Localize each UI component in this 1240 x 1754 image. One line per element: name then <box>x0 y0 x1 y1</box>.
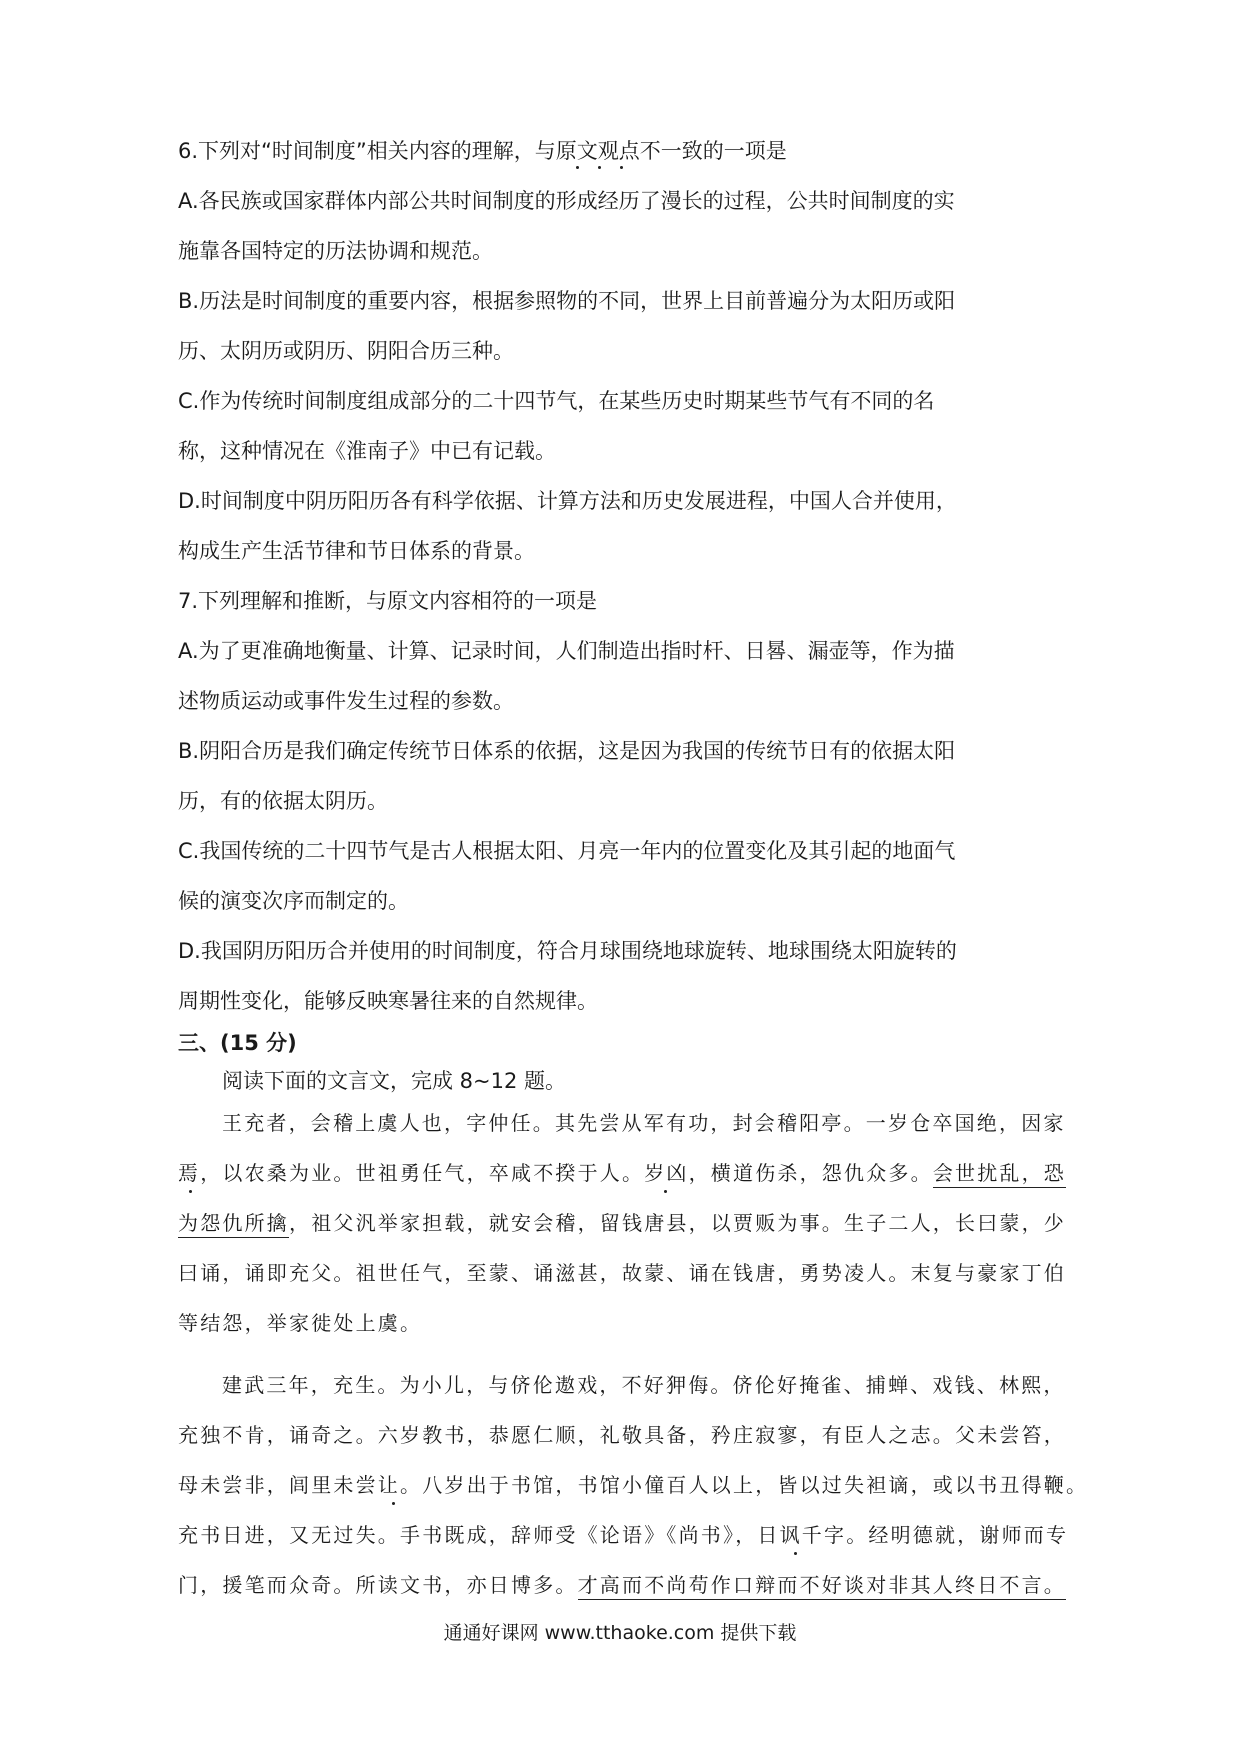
passage-p1-line4: 曰诵，诵即充父。祖世任气，至蒙、诵滋甚，故蒙、诵在钱唐，勇势凌人。末复与豪家丁伯 <box>178 1261 1066 1285</box>
question-7-stem: 7.下列理解和推断，与原文内容相符的一项是 <box>178 589 598 613</box>
passage-p1-line1: 王充者，会稽上虞人也，字仲任。其先尝从军有功，封会稽阳亭。一岁仓卒国绝，因家 <box>222 1111 1066 1135</box>
q6-option-a-line1: A.各民族或国家群体内部公共时间制度的形成经历了漫长的过程，公共时间制度的实 <box>178 189 955 213</box>
passage-text: 门，援笔而众奇。所读文书，亦日博多。 <box>178 1573 578 1597</box>
emphasis-dot <box>189 1190 192 1193</box>
q7-option-b-line2: 历，有的依据太阴历。 <box>178 789 388 813</box>
emphasis-dot <box>664 1190 667 1193</box>
q6-option-d-line2: 构成生产生活节律和节日体系的背景。 <box>178 539 535 563</box>
emphasis-dot <box>620 166 623 169</box>
q7-option-a-line2: 述物质运动或事件发生过程的参数。 <box>178 689 514 713</box>
q6-option-d-line1: D.时间制度中阴历阳历各有科学依据、计算方法和历史发展进程，中国人合并使用， <box>178 489 957 513</box>
passage-text: ，祖父汎举家担载，就安会稽，留钱唐县，以贾贩为事。生子二人，长曰蒙，少 <box>289 1211 1066 1235</box>
emphasis-dot <box>392 1502 395 1505</box>
q6-option-b-line1: B.历法是时间制度的重要内容，根据参照物的不同，世界上目前普遍分为太阳历或阳 <box>178 289 956 313</box>
question-6-stem: 6.下列对“时间制度”相关内容的理解，与原文观点不一致的一项是 <box>178 139 787 163</box>
passage-p2-line4: 充书日进，又无过失。手书既成，辞师受《论语》《尚书》，日讽千字。经明德就，谢师而专 <box>178 1523 1069 1547</box>
emphasis-dot <box>576 166 579 169</box>
passage-p2-line1: 建武三年，充生。为小儿，与侪伦遨戏，不好狎侮。侪伦好掩雀、捕蝉、戏钱、林熙， <box>222 1373 1066 1397</box>
q7-option-c-line1: C.我国传统的二十四节气是古人根据太阳、月亮一年内的位置变化及其引起的地面气 <box>178 839 956 863</box>
page-footer: 通通好课网 www.tthaoke.com 提供下载 <box>443 1622 797 1644</box>
q6-option-c-line1: C.作为传统时间制度组成部分的二十四节气，在某些历史时期某些节气有不同的名 <box>178 389 935 413</box>
q6-option-c-line2: 称，这种情况在《淮南子》中已有记载。 <box>178 439 556 463</box>
underlined-sentence: 才高而不尚苟作口辩而不好谈对非其人终日不言。 <box>578 1573 1066 1600</box>
q6-option-b-line2: 历、太阴历或阴历、阴阳合历三种。 <box>178 339 514 363</box>
section-3-heading: 三、(15 分) <box>178 1031 297 1055</box>
q7-option-d-line1: D.我国阴历阳历合并使用的时间制度，符合月球围绕地球旋转、地球围绕太阳旋转的 <box>178 939 957 963</box>
passage-p1-line2 <box>178 1158 1066 1188</box>
q7-option-a-line1: A.为了更准确地衡量、计算、记录时间，人们制造出指时杆、日晷、漏壶等，作为描 <box>178 639 955 663</box>
underlined-sentence: 会世扰乱，恐 <box>933 1161 1066 1188</box>
section-3-instruction: 阅读下面的文言文，完成 8~12 题。 <box>222 1069 567 1093</box>
passage-p2-line3: 母未尝非，闾里未尝让。八岁出于书馆，书馆小僮百人以上，皆以过失袒谪，或以书丑得鞭。 <box>178 1473 1089 1497</box>
passage-p2-line2: 充独不肯，诵奇之。六岁教书，恭愿仁顺，礼敬具备，矜庄寂寥，有臣人之志。父未尝笞， <box>178 1423 1066 1447</box>
q6-option-a-line2: 施靠各国特定的历法协调和规范。 <box>178 239 493 263</box>
passage-p2-line5 <box>178 1570 1066 1600</box>
underlined-sentence: 为怨仇所擒 <box>178 1211 289 1238</box>
passage-p1-line5: 等结怨，举家徙处上虞。 <box>178 1311 423 1335</box>
passage-p1-line3 <box>178 1208 1066 1238</box>
passage-text: 焉，以农桑为业。世祖勇任气，卒咸不揆于人。岁凶，横道伤杀，怨仇众多。 <box>178 1161 933 1185</box>
q7-option-b-line1: B.阴阳合历是我们确定传统节日体系的依据，这是因为我国的传统节日有的依据太阳 <box>178 739 956 763</box>
q7-option-d-line2: 周期性变化，能够反映寒暑往来的自然规律。 <box>178 989 598 1013</box>
emphasis-dot <box>794 1552 797 1555</box>
emphasis-dot <box>598 166 601 169</box>
q7-option-c-line2: 候的演变次序而制定的。 <box>178 889 409 913</box>
